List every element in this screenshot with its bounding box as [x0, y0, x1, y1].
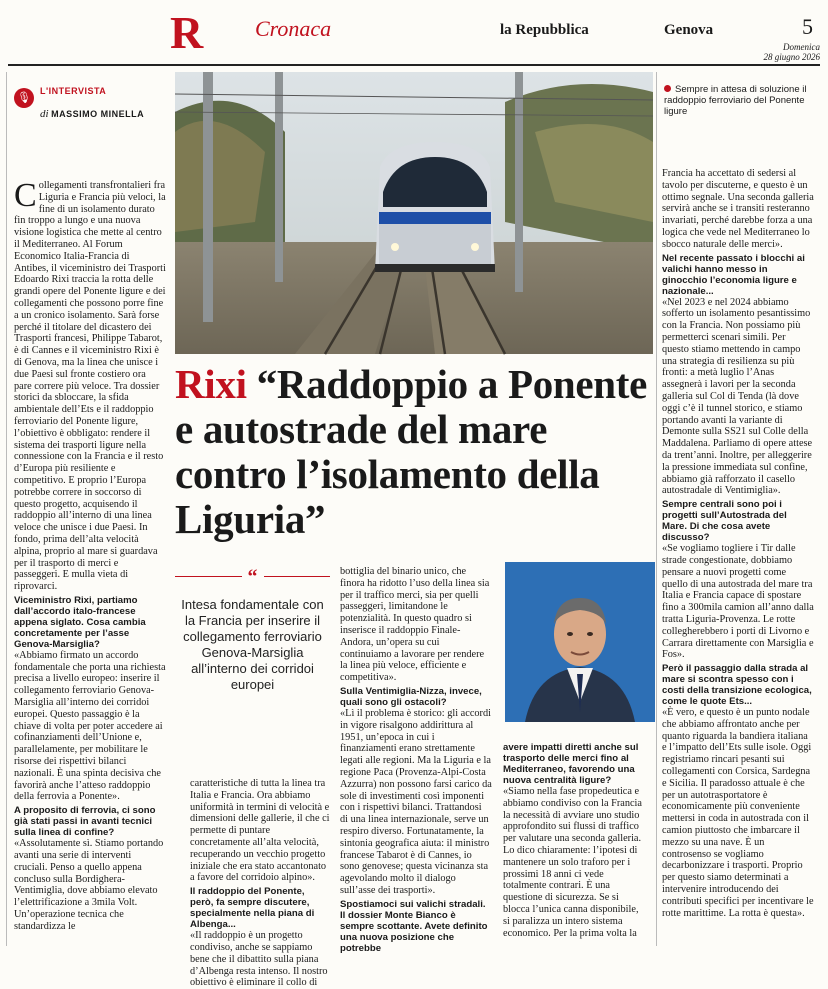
- headline-quote: “Raddoppio a Ponente e autostrade del mare contro l’isolamento della Liguria”: [175, 361, 648, 542]
- caption-bullet: [664, 85, 671, 92]
- interview-paragraph: «Assolutamente sì. Stiamo portando avanti una serie di interventi cruciali. Penso a quello appena concluso sulla Bordighera-Ventimiglia, dove abbiamo elevato l’elettrificazione a 3mila Volt. Un’operazione tecnica che standardizza le: [14, 838, 164, 932]
- interview-question: avere impatti diretti anche sul trasporto delle merci fino al Mediterraneo, favorendo una nuova centralità ligure?: [503, 742, 639, 786]
- interview-paragraph: bottiglia del binario unico, che finora ha ridotto l’uso della linea sia per il traffico merci, sia per quelli passeggeri, limitandone le potenzialità. In questo quadro si inserisce il raddoppio Finale-Andora, un’opera su cui continuiamo a lavorare per rendere la linea più veloce, efficiente e competitiva».: [340, 566, 490, 684]
- quote-mark-icon: “: [242, 569, 264, 585]
- column-rule: [6, 72, 7, 946]
- rubric-label: L'INTERVISTA: [40, 86, 107, 96]
- interview-paragraph: «Abbiamo firmato un accordo fondamentale che porta una richiesta precisa a livello europeo: inserire il collegamento ferroviario Genova-Marsiglia all’interno dei corridoi europei. Questo passaggio è la chiave di volta per poter accedere ai cofinanziamenti dell’Unione e, parallelamente, per mobilitare le risorse dei rispettivi bilanci nazionali. È una spinta decisiva che favorirà anche l’atteso raddoppio della ferrovia a Ponente».: [14, 649, 166, 803]
- interview-paragraph: «Il raddoppio è un progetto condiviso, anche se sappiamo bene che il dibattito sulla piana d’Albenga resta intenso. Il nostro obiettivo è eliminare il collo di: [190, 930, 328, 989]
- byline-prefix: di: [40, 108, 49, 120]
- train-illustration: [175, 72, 653, 354]
- interview-question: Nel recente passato i blocchi ai valichi hanno messo in ginocchio l’economia ligure e nazionale...: [662, 252, 805, 297]
- article-column-4: [503, 740, 645, 946]
- train-photo: [175, 72, 653, 354]
- interview-paragraph: «Se vogliamo togliere i Tir dalle strade congestionate, dobbiamo pensare a nuovi progetti come quello di una autostrada del mare tra Italia e Francia capace di spostare fino a 300mila camion all’anno dalla tratta Liguria-Provenza. Le rotte collegherebbero i porti di Livorno e Carrara direttamente con Marsiglia e Fos».: [662, 543, 814, 661]
- byline: [40, 108, 144, 120]
- photo-caption: [664, 84, 814, 117]
- newspaper-name: la Repubblica: [500, 22, 589, 38]
- article-column-1: [14, 177, 166, 946]
- headline-name: Rixi: [175, 361, 247, 407]
- section-name: Cronaca: [255, 16, 332, 41]
- pull-quote-text: Intesa fondamentale con la Francia per inserire il collegamento ferroviario Genova-Marsiglia all’interno dei corridoi europei: [181, 597, 324, 692]
- author-name: MASSIMO MINELLA: [51, 109, 145, 119]
- interview-question: Spostiamoci sui valichi stradali. Il dossier Monte Bianco è sempre scottante. Avete definito una nuova posizione che potrebbe: [340, 898, 488, 954]
- interview-question: Viceministro Rixi, partiamo dall’accordo italo-francese appena siglato. Cosa cambia concretamente per l’asse Genova-Marsiglia?: [14, 594, 146, 650]
- portrait-illustration: [505, 562, 655, 722]
- page-number: 5: [802, 14, 813, 39]
- interview-question: Il raddoppio del Ponente, però, fa sempre discutere, specialmente nella piana di Albenga...: [190, 886, 315, 931]
- masthead-rule: [8, 64, 820, 66]
- article-column-3: [340, 566, 492, 954]
- interview-paragraph: «Siamo nella fase propedeutica e abbiamo condiviso con la Francia la necessità di avviare uno studio approfondito sui flussi di traffico per valutare una seconda galleria. Lo dico chiaramente: l’ipotesi di mantenere un solo traforo per i prossimi 18 anni ci vede totalmente contrari. È una questione di sicurezza. Se si blocca l’unica canna disponibile, si paralizza un intero sistema economico. Per la prima volta la: [503, 786, 642, 939]
- interview-paragraph: Collegamenti transfrontalieri fra Liguria e Francia più veloci, la fine di un isolamento durato fin troppo a lungo e una nuova visione logistica che mette al centro il Mediterraneo. Al Forum Economico Italia-Francia di Antibes, il viceministro dei Trasporti Edoardo Rixi traccia la rotta delle grandi opere del Ponente ligure e dei collegamenti che possono porre fine a un cronico isolamento. Sarà forse perché il titolare del dicastero dei Trasporti francesi, Philippe Tabarot, è di Cannes e il viceministro Rixi è di Genova, ma la linea che unisce i due Paesi sul fronte costiero ora pare correre più veloce. Tra dossier storici da sbloccare, la sfida ambientale dell’Ets e il raddoppio ferroviario del Ponente ligure, l’obiettivo è obbligato: rendere il sistema dei trasporti ligure nella connessione con la Francia e il resto d’Europa più resiliente e competitivo. E proprio l’Europa potrebbe correre in soccorso di questo progetto, acquisendo il raddoppio all’interno di una linea veloce che unisce i due Paesi. In fondo, prima dell’alta velocità alpina, proprio al mare si guardava per il trasporto di merci e passeggeri. E mulla vieta di riprovarci.: [14, 177, 166, 593]
- interview-question: Però il passaggio dalla strada al mare si scontra spesso con i costi della transizione ecologica, come le quote Ets...: [662, 663, 812, 708]
- edition-city: Genova: [664, 22, 714, 38]
- masthead: [0, 0, 828, 66]
- interview-paragraph: Francia ha accettato di sedersi al tavolo per discuterne, e questo è un ottimo segnale. Una seconda galleria servirà anche se i transiti resteranno invariati, perché darebbe forza a una logica che vede nel Mediterraneo lo sbocco naturale delle merci».: [662, 168, 814, 250]
- portrait-photo: [505, 562, 655, 722]
- caption-text: Sempre in attesa di soluzione il raddoppio ferroviario del Ponente ligure: [664, 84, 807, 117]
- interview-paragraph: «Nel 2023 e nel 2024 abbiamo sofferto un isolamento pesantissimo con la Francia. Non possiamo più permetterci scenari simili. Per questo stiamo mettendo in campo una strategia di resilienza su più fronti: a metà luglio l’Anas assegnerà i lavori per la seconda galleria sul Col di Tenda (là dove oggi c’è il tunnel storico, e stiamo portando avanti la variante di Demonte sulla SS21 sul Colle della Maddalena. Parliamo di opere attese da trent’anni. Inoltre, per alleggerire la pressione immediata sul confine, abbiamo già rafforzato il casello autostradale di Ventimiglia».: [662, 296, 813, 497]
- interview-paragraph: caratteristiche di tutta la linea tra Italia e Francia. Ora abbiamo uniformità in termini di velocità e dimensioni delle gallerie, il che ci permette di puntare concretamente all’alta velocità, recuperando un vecchio progetto iniziale che era stato accantonato a favore del corridoio alpino».: [190, 778, 330, 884]
- issue-date-text: 28 giugno 2026: [763, 52, 820, 62]
- interview-question: A proposito di ferrovia, ci sono già stati passi in avanti tecnici sulla linea di confine?: [14, 805, 156, 839]
- article-column-5: [662, 168, 814, 946]
- pull-quote: [175, 568, 330, 693]
- interview-paragraph: «Lì il problema è storico: gli accordi in vigore risalgono addirittura al 1951, un’epoca in cui i finanziamenti erano strettamente legati alle regioni. Ma la Liguria e la regione Paca (Provenza-Alpi-Costa Azzurra) non possono farsi carico da sole di investimenti così imponenti con i rispettivi bilanci. Trattandosi di una linea internazionale, serve un respiro diverso. Fortunatamente, la sintonia geografica aiuta: il ministro francese Tabarot è di Cannes, io sono genovese; questa vicinanza sta agevolando molto il dialogo sull’asse dei trasporti».: [340, 707, 492, 896]
- article-column-2: [190, 778, 330, 989]
- issue-day: Domenica: [783, 42, 820, 52]
- column-rule: [656, 72, 657, 946]
- issue-date: [700, 42, 820, 62]
- interview-question: Sempre centrali sono poi i progetti sull’Autostrada del Mare. Di che cosa avete discusso?: [662, 499, 787, 544]
- repubblica-logo: R: [170, 7, 204, 58]
- microphone-icon: 🎙: [14, 88, 34, 108]
- headline: [175, 362, 655, 542]
- interview-question: Sulla Ventimiglia-Nizza, invece, quali sono gli ostacoli?: [340, 685, 482, 708]
- interview-paragraph: «È vero, e questo è un punto nodale che abbiamo affrontato anche per quanto riguarda la bandiera italiana e l’impatto dell’Ets sulle isole. Oggi registriamo rincari pesanti sui collegamenti con Corsica, Sardegna e Sicilia. Il paradosso attuale è che per un autotrasportatore è economicamente più conveniente mettersi in coda in autostrada con il camion piuttosto che imbarcare il mezzo su una nave. È un controsenso se vogliamo decarbonizzare i trasporti. Proprio per questo siamo determinati a intervenire introducendo dei contributi specifici per incentivare le rotte marittime. La rotta è questa».: [662, 707, 814, 919]
